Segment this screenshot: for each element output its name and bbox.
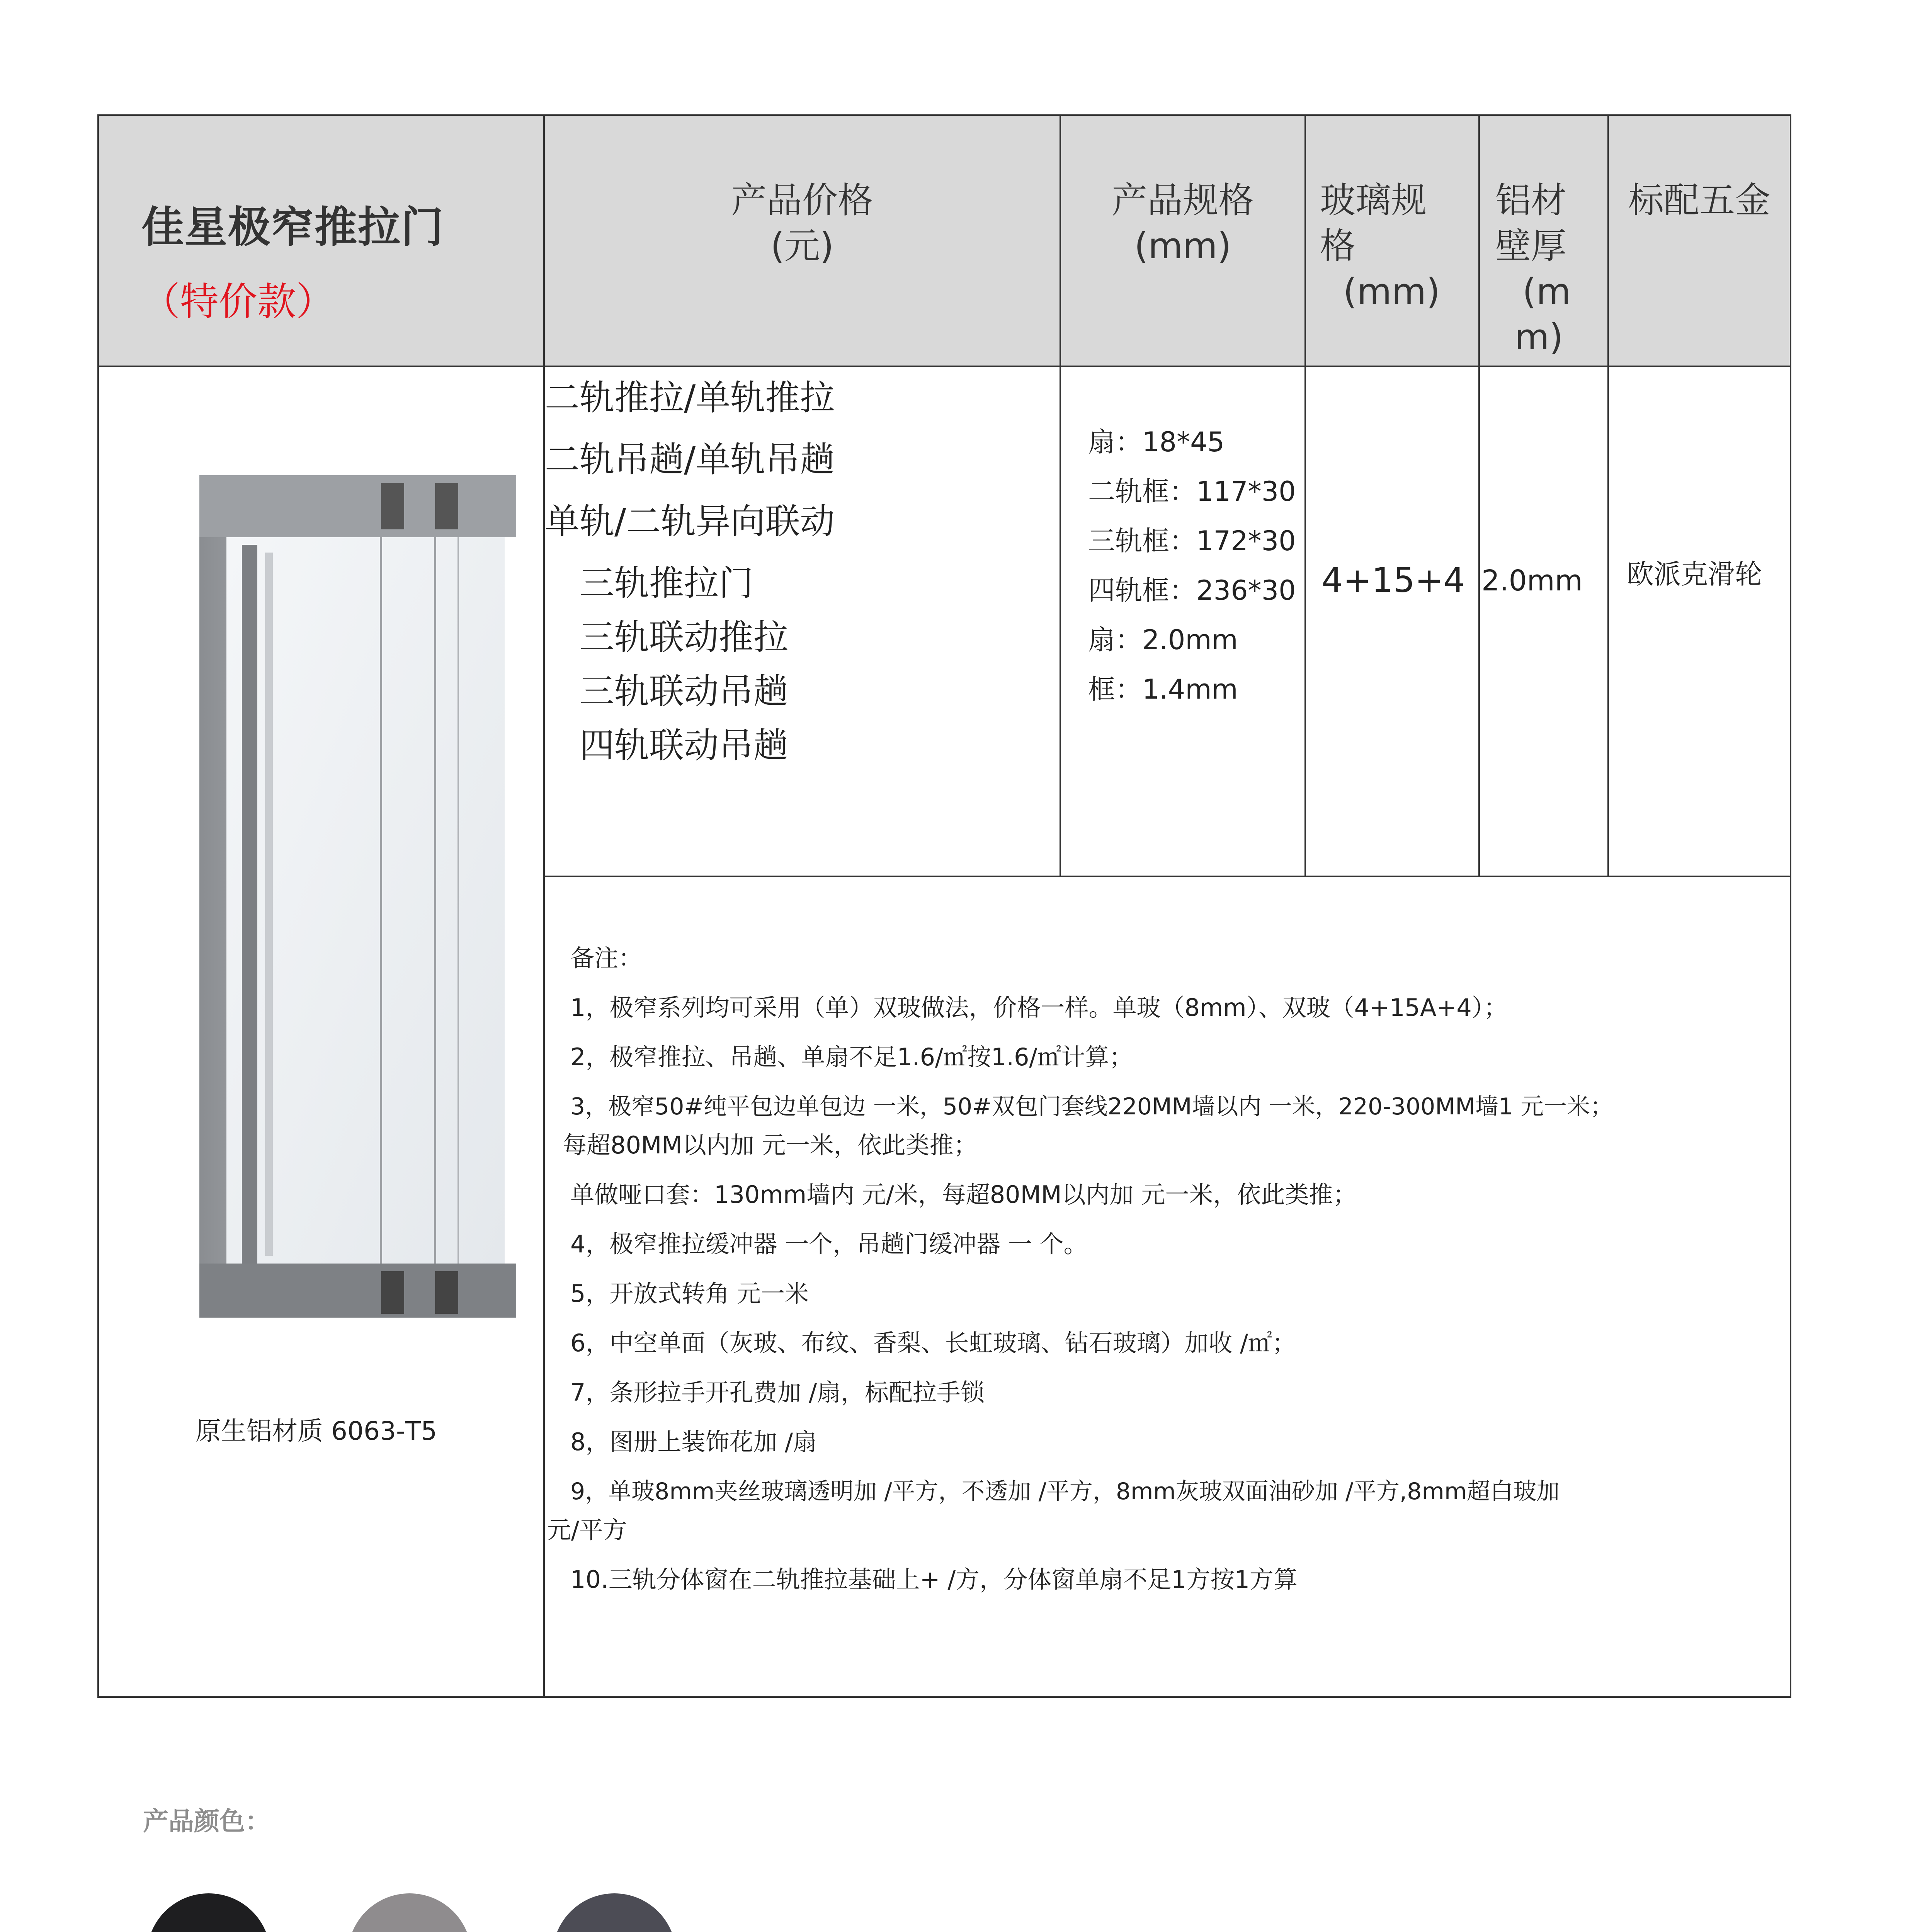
- divider: [1607, 116, 1609, 876]
- header-glass: [1306, 178, 1478, 315]
- header-spec: [1061, 178, 1304, 269]
- header-spec-unit: (mm): [1134, 225, 1231, 267]
- note-line: 8，图册上装饰花加 /扇: [570, 1428, 817, 1456]
- note-line: 元/平方: [547, 1516, 627, 1544]
- note-line: 2，极窄推拉、吊趟、单扇不足1.6/㎡按1.6/㎡计算；: [570, 1043, 1133, 1071]
- list-item: 扇：2.0mm: [1088, 624, 1238, 656]
- list-item: 单轨/二轨异向联动: [545, 502, 835, 541]
- price-table: [97, 114, 1791, 1698]
- header-thickness-unit: m): [1515, 316, 1563, 358]
- door-frame-image: [165, 468, 551, 1325]
- color-swatch-titanium: [553, 1893, 676, 1932]
- note-line: 单做哑口套：130mm墙内 元/米，每超80MM以内加 元一米，依此类推；: [570, 1180, 1357, 1209]
- list-item: 三轨联动推拉: [580, 618, 788, 657]
- divider: [99, 366, 1790, 367]
- header-price: [545, 178, 1060, 269]
- product-type-list: [545, 379, 842, 765]
- header-thickness: [1480, 178, 1607, 360]
- product-subtitle: （特价款）: [141, 279, 335, 324]
- header-price-line: 产品价格: [731, 180, 873, 221]
- note-line: 1，极窄系列均可采用（单）双玻做法，价格一样。单玻（8mm）、双玻（4+15A+4）；: [570, 993, 1508, 1022]
- list-item: 四轨框：236*30: [1088, 575, 1296, 606]
- notes: [547, 939, 1787, 1599]
- header-spec-line: 产品规格: [1111, 180, 1254, 221]
- glass-spec-value: 4+15+4: [1321, 560, 1465, 600]
- header-thickness-line: 铝材: [1495, 180, 1567, 221]
- list-item: 四轨联动吊趟: [580, 726, 788, 765]
- list-item: 二轨框：117*30: [1088, 476, 1296, 507]
- note-line: 5，开放式转角 元一米: [570, 1279, 809, 1308]
- product-title: 佳星极窄推拉门: [141, 202, 444, 252]
- notes-title: 备注：: [570, 944, 643, 972]
- header-thickness-line: 壁厚: [1495, 225, 1567, 267]
- header-thickness-unit: (m: [1522, 271, 1571, 312]
- header-price-unit: (元): [770, 225, 834, 267]
- note-line: 7，条形拉手开孔费加 /扇，标配拉手锁: [570, 1378, 985, 1406]
- thickness-value: 2.0mm: [1481, 564, 1583, 597]
- color-swatch-black: [147, 1893, 270, 1932]
- colors-label: 产品颜色：: [143, 1806, 270, 1836]
- material-label: 原生铝材质 6063-T5: [196, 1416, 437, 1446]
- list-item: 框：1.4mm: [1088, 673, 1238, 705]
- header-glass-line: 玻璃规: [1320, 180, 1427, 221]
- list-item: 三轨框：172*30: [1088, 525, 1296, 557]
- header-glass-unit: (mm): [1343, 271, 1440, 312]
- header-glass-line: 格: [1320, 225, 1356, 267]
- note-line: 9，单玻8mm夹丝玻璃透明加 /平方，不透加 /平方，8mm灰玻双面油砂加 /平方,8mm超白玻加: [570, 1478, 1560, 1505]
- note-line: 3，极窄50#纯平包边单包边 一米，50#双包门套线220MM墙以内 一米，220-300MM墙1 元一米；: [570, 1093, 1614, 1120]
- spec-list: [1088, 417, 1296, 714]
- note-line: 4，极窄推拉缓冲器 一个，吊趟门缓冲器 一 个。: [570, 1230, 1088, 1258]
- header-hardware: 标配五金: [1628, 180, 1770, 221]
- list-item: 二轨吊趟/单轨吊趟: [545, 440, 835, 479]
- list-item: 三轨推拉门: [580, 564, 753, 603]
- note-line: 每超80MM以内加 元一米，依此类推；: [563, 1131, 978, 1159]
- note-line: 10.三轨分体窗在二轨推拉基础上+ /方，分体窗单扇不足1方按1方算: [570, 1565, 1298, 1594]
- color-swatch-gray: [348, 1893, 471, 1932]
- list-item: 扇：18*45: [1088, 426, 1225, 458]
- list-item: 二轨推拉/单轨推拉: [545, 379, 835, 417]
- hardware-value: 欧派克滑轮: [1627, 558, 1762, 590]
- list-item: 三轨联动吊趟: [580, 672, 788, 711]
- note-line: 6，中空单面（灰玻、布纹、香梨、长虹玻璃、钻石玻璃）加收 /㎡；: [570, 1329, 1296, 1357]
- divider: [543, 876, 1790, 877]
